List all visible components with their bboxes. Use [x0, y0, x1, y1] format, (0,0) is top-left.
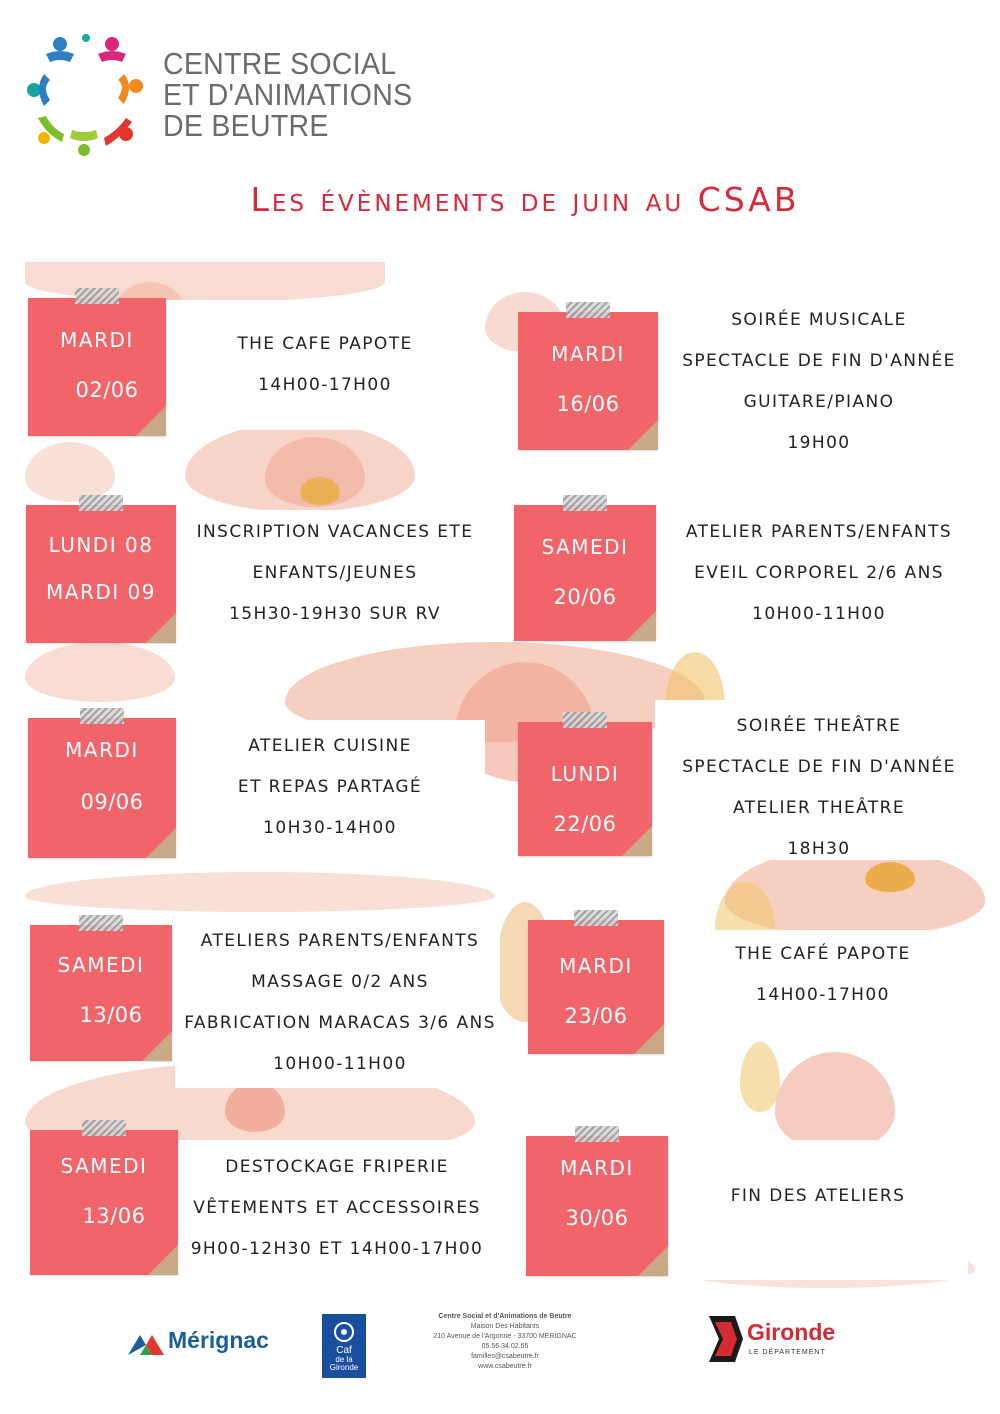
event-subtitle: ENFANTS/JEUNES	[252, 563, 418, 583]
event-time: 15H30-19H30 SUR RV	[229, 604, 441, 624]
date-note	[518, 722, 652, 856]
event-day: MARDI	[551, 342, 625, 366]
event-time: 10H30-14H00	[263, 818, 397, 838]
flower-center	[300, 477, 340, 505]
merignac-logo	[128, 1323, 288, 1363]
event-subtitle: FABRICATION MARACAS 3/6 ANS	[184, 1013, 496, 1033]
tape-decoration	[82, 1120, 126, 1136]
event-day: MARDI	[65, 738, 139, 762]
merignac-label: Mérignac	[168, 1327, 269, 1353]
org-name-line1: CENTRE SOCIAL	[163, 46, 397, 81]
tape-decoration	[80, 708, 124, 724]
logo-figures	[27, 34, 143, 156]
gironde-label: Gironde	[747, 1319, 836, 1345]
page-curl	[622, 826, 652, 856]
page-curl	[136, 406, 166, 436]
address-block	[420, 1312, 590, 1372]
event-title: ATELIERS PARENTS/ENFANTS	[200, 931, 480, 951]
date-note	[30, 925, 172, 1061]
gironde-logo	[709, 1316, 839, 1366]
event-date: 02/06	[75, 378, 139, 402]
tape-decoration	[75, 288, 119, 304]
event-info	[180, 921, 500, 1085]
event-time: 10H00-11H00	[273, 1054, 407, 1074]
event-date: 22/06	[553, 812, 617, 836]
address-line: Maison Des Habitants	[470, 1323, 540, 1330]
event-subtitle: EVEIL CORPOREL 2/6 ANS	[694, 563, 944, 583]
date-note	[526, 1136, 668, 1276]
tape-decoration	[563, 495, 607, 511]
event-time: 19H00	[787, 433, 851, 453]
event-subtitle: ATELIER THEÂTRE	[732, 798, 906, 818]
date-note	[26, 505, 176, 643]
event-date: 13/06	[82, 1204, 146, 1228]
event-day: LUNDI 08	[48, 533, 154, 557]
date-note	[28, 298, 166, 436]
page-curl	[628, 420, 658, 450]
event-title: ATELIER CUISINE	[248, 736, 412, 756]
caf-label: Caf de la Gironde	[329, 1345, 359, 1372]
organization-name	[163, 48, 434, 141]
event-info	[660, 512, 978, 635]
page-title: Les évènements de juin au CSAB	[250, 180, 800, 219]
address-line: Centre Social et d'Animations de Beutre	[438, 1313, 572, 1320]
tape-decoration	[79, 495, 123, 511]
event-time: 10H00-11H00	[752, 604, 886, 624]
event-date: 13/06	[79, 1003, 143, 1027]
event-day: SAMEDI	[60, 1154, 148, 1178]
tape-decoration	[563, 712, 607, 728]
caf-emblem-icon	[322, 1318, 366, 1348]
date-note	[28, 718, 176, 858]
event-date: MARDI 09	[46, 580, 156, 604]
event-subtitle: GUITARE/PIANO	[743, 392, 895, 412]
event-info	[180, 512, 490, 635]
csab-logo	[26, 34, 144, 156]
phone-number: 05.56.34.02.65	[481, 1343, 529, 1350]
tape-decoration	[574, 910, 618, 926]
event-date: 23/06	[564, 1004, 628, 1028]
page-curl	[146, 828, 176, 858]
org-name-line2: ET D'ANIMATIONS	[163, 77, 413, 112]
page-curl	[638, 1246, 668, 1276]
tape-decoration	[575, 1126, 619, 1142]
event-title: SOIRÉE THEÂTRE	[736, 716, 902, 736]
leaf-decoration	[740, 1042, 780, 1112]
event-subtitle: SPECTACLE DE FIN D'ANNÉE	[682, 351, 956, 371]
event-day: MARDI	[60, 328, 134, 352]
event-title: DESTOCKAGE FRIPERIE	[225, 1157, 449, 1177]
gironde-icon	[709, 1316, 743, 1362]
event-date: 16/06	[556, 392, 620, 416]
event-title: INSCRIPTION VACANCES ETE	[196, 522, 474, 542]
tape-decoration	[79, 915, 123, 931]
event-day: LUNDI	[550, 762, 620, 786]
petal-decoration	[25, 642, 175, 702]
event-info	[178, 1147, 496, 1270]
event-day: SAMEDI	[541, 535, 629, 559]
event-date: 20/06	[553, 585, 617, 609]
gironde-sublabel: LE DÉPARTEMENT	[749, 1349, 826, 1356]
event-subtitle: SPECTACLE DE FIN D'ANNÉE	[682, 757, 956, 777]
address-line: 210 Avenue de l'Argonne - 33700 MERIGNAC	[433, 1333, 577, 1340]
event-title: THE CAFE PAPOTE	[237, 334, 413, 354]
page-curl	[634, 1024, 664, 1054]
event-subtitle: VÊTEMENTS ET ACCESSOIRES	[193, 1198, 481, 1218]
page-curl	[148, 1245, 178, 1275]
petal-decoration	[775, 1052, 895, 1152]
event-day: MARDI	[560, 1156, 634, 1180]
event-info	[170, 324, 480, 406]
merignac-icon	[128, 1329, 164, 1359]
event-date: 30/06	[565, 1206, 629, 1230]
event-time: 14H00-17H00	[756, 985, 890, 1005]
event-subtitle: ET REPAS PARTAGÉ	[237, 777, 423, 797]
event-title: THE CAFÉ PAPOTE	[735, 944, 911, 964]
date-note	[518, 312, 658, 450]
event-day: SAMEDI	[57, 953, 145, 977]
event-title: FIN DES ATELIERS	[730, 1186, 906, 1206]
org-name-line3: DE BEUTRE	[163, 108, 329, 143]
date-note	[514, 505, 656, 641]
event-info	[660, 300, 978, 464]
event-title: ATELIER PARENTS/ENFANTS	[685, 522, 953, 542]
event-subtitle: MASSAGE 0/2 ANS	[251, 972, 429, 992]
event-time: 18H30	[787, 839, 851, 859]
tape-decoration	[566, 302, 610, 318]
caf-logo	[322, 1314, 366, 1378]
website: www.csabeutre.fr	[478, 1363, 532, 1370]
event-title: SOIRÉE MUSICALE	[731, 310, 907, 330]
event-time: 14H00-17H00	[258, 375, 392, 395]
event-time: 9H00-12H30 ET 14H00-17H00	[190, 1239, 484, 1259]
date-note	[30, 1130, 178, 1275]
event-info	[175, 726, 485, 849]
date-note	[528, 920, 664, 1054]
event-day: MARDI	[559, 954, 633, 978]
event-date: 09/06	[80, 790, 144, 814]
event-info	[665, 934, 981, 1016]
page-curl	[626, 611, 656, 641]
event-info	[660, 706, 978, 870]
event-info	[660, 1176, 976, 1217]
email-address: familles@csabeutre.fr	[471, 1353, 539, 1360]
petal-decoration	[25, 442, 115, 502]
page-curl	[142, 1031, 172, 1061]
page-curl	[146, 613, 176, 643]
petal-decoration	[25, 872, 495, 912]
